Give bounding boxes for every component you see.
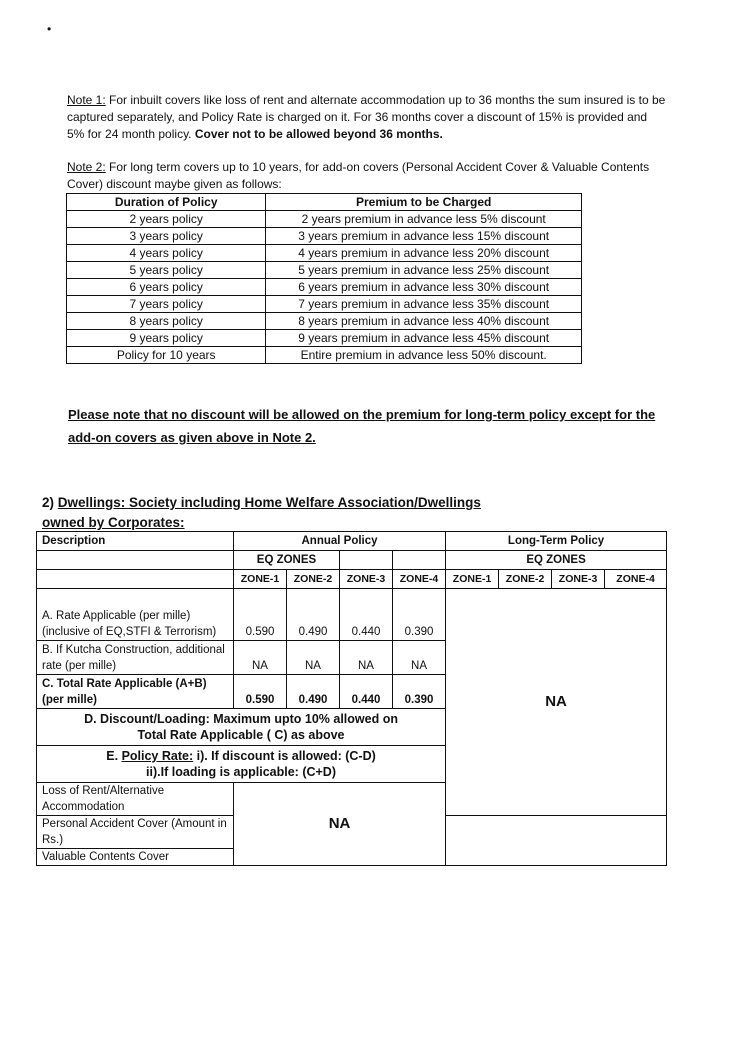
row-b-zone-4: NA <box>393 641 446 675</box>
duration-cell: 7 years policy <box>67 296 266 313</box>
duration-cell: 6 years policy <box>67 279 266 296</box>
note-1-label: Note 1: <box>67 93 106 107</box>
table-row <box>67 279 582 296</box>
row-a-zone-2: 0.490 <box>287 589 340 641</box>
blank-cell <box>37 570 234 589</box>
addon-personal-accident: Personal Accident Cover (Amount in Rs.) <box>37 816 234 849</box>
blank-cell <box>393 551 446 570</box>
premium-cell: 2 years premium in advance less 5% discount <box>266 211 582 228</box>
bullet-mark: • <box>47 22 52 36</box>
row-e-line-1 <box>42 748 440 764</box>
note-1-text: For inbuilt covers like loss of rent and alternate accommodation up to 36 months the sum insured is to be captured separately, and Policy Rate is charged on it. For 36 months cover a discount of 15% is provided and 5% for 24 month policy. <box>67 93 666 141</box>
section-heading <box>42 493 481 533</box>
duration-cell: 3 years policy <box>67 228 266 245</box>
row-e-policy-rate <box>37 746 446 783</box>
longterm-eq-zones-header: EQ ZONES <box>446 551 667 570</box>
section-title-line-2: owned by Corporates: <box>42 515 185 530</box>
premium-cell: 3 years premium in advance less 15% discount <box>266 228 582 245</box>
row-c-label: C. Total Rate Applicable (A+B) (per mille) <box>37 675 234 709</box>
annual-eq-zones-header: EQ ZONES <box>234 551 340 570</box>
premium-cell: 9 years premium in advance less 45% discount <box>266 330 582 347</box>
premium-cell: 6 years premium in advance less 30% discount <box>266 279 582 296</box>
duration-cell: 2 years policy <box>67 211 266 228</box>
long-term-na: NA <box>446 589 667 816</box>
row-b-zone-1: NA <box>234 641 287 675</box>
header-duration: Duration of Policy <box>67 194 266 211</box>
section-number: 2) <box>42 495 55 510</box>
addon-na: NA <box>234 783 446 866</box>
table-row <box>67 347 582 364</box>
longterm-zone-2: ZONE-2 <box>499 570 552 589</box>
table-row <box>67 262 582 279</box>
table-row <box>67 296 582 313</box>
row-a-zone-3: 0.440 <box>340 589 393 641</box>
table-row <box>67 245 582 262</box>
row-b-zone-3: NA <box>340 641 393 675</box>
premium-cell: 8 years premium in advance less 40% discount <box>266 313 582 330</box>
note-2-label: Note 2: <box>67 160 106 174</box>
duration-cell: 8 years policy <box>67 313 266 330</box>
note-1 <box>67 92 667 143</box>
premium-cell: Entire premium in advance less 50% discount. <box>266 347 582 364</box>
row-a-zone-4: 0.390 <box>393 589 446 641</box>
long-term-warning: Please note that no discount will be allowed on the premium for long-term policy except for the add-on covers as given above in Note 2. <box>68 407 656 445</box>
header-premium: Premium to be Charged <box>266 194 582 211</box>
row-a-zone-1: 0.590 <box>234 589 287 641</box>
section-title: Dwellings: Society including Home Welfare Association/Dwellings <box>57 495 481 510</box>
row-e-text: i). If discount is allowed: (C-D) <box>193 749 376 763</box>
note-2-text: For long term covers up to 10 years, for add-on covers (Personal Accident Cover & Valuable Contents Cover) discount maybe given as follows: <box>67 160 650 191</box>
table-row <box>67 313 582 330</box>
row-d-discount-loading: D. Discount/Loading: Maximum upto 10% allowed on Total Rate Applicable ( C) as above <box>37 709 446 746</box>
annual-zone-3: ZONE-3 <box>340 570 393 589</box>
duration-cell: 9 years policy <box>67 330 266 347</box>
section-title-line-1 <box>42 493 481 513</box>
row-b-label: B. If Kutcha Construction, additional rate (per mille) <box>37 641 234 675</box>
discount-table <box>66 193 582 364</box>
duration-cell: Policy for 10 years <box>67 347 266 364</box>
row-c-zone-3: 0.440 <box>340 675 393 709</box>
annual-policy-header: Annual Policy <box>234 532 446 551</box>
row-b-zone-2: NA <box>287 641 340 675</box>
long-term-policy-header: Long-Term Policy <box>446 532 667 551</box>
duration-cell: 4 years policy <box>67 245 266 262</box>
row-e-line-2: ii).If loading is applicable: (C+D) <box>146 765 336 779</box>
blank-cell <box>340 551 393 570</box>
longterm-addon-blank <box>446 816 667 866</box>
addon-valuable-contents: Valuable Contents Cover <box>37 849 234 866</box>
table-row <box>67 228 582 245</box>
longterm-zone-4: ZONE-4 <box>605 570 667 589</box>
premium-cell: 7 years premium in advance less 35% discount <box>266 296 582 313</box>
annual-zone-1: ZONE-1 <box>234 570 287 589</box>
annual-zone-4: ZONE-4 <box>393 570 446 589</box>
annual-zone-2: ZONE-2 <box>287 570 340 589</box>
row-c-zone-4: 0.390 <box>393 675 446 709</box>
table-row <box>67 211 582 228</box>
row-c-zone-1: 0.590 <box>234 675 287 709</box>
table-row <box>67 330 582 347</box>
longterm-zone-1: ZONE-1 <box>446 570 499 589</box>
longterm-zone-3: ZONE-3 <box>552 570 605 589</box>
row-e-prefix: E. <box>106 749 122 763</box>
blank-cell <box>37 551 234 570</box>
duration-cell: 5 years policy <box>67 262 266 279</box>
note-2 <box>67 159 667 193</box>
row-e-label: Policy Rate: <box>121 749 194 763</box>
row-c-zone-2: 0.490 <box>287 675 340 709</box>
row-a-label: A. Rate Applicable (per mille) (inclusive of EQ,STFI & Terrorism) <box>37 589 234 641</box>
note-1-bold-text: Cover not to be allowed beyond 36 months. <box>194 127 443 141</box>
discount-table-header <box>67 194 582 211</box>
premium-cell: 4 years premium in advance less 20% discount <box>266 245 582 262</box>
rate-table <box>36 531 667 866</box>
addon-loss-of-rent: Loss of Rent/Alternative Accommodation <box>37 783 234 816</box>
description-header: Description <box>37 532 234 551</box>
premium-cell: 5 years premium in advance less 25% discount <box>266 262 582 279</box>
